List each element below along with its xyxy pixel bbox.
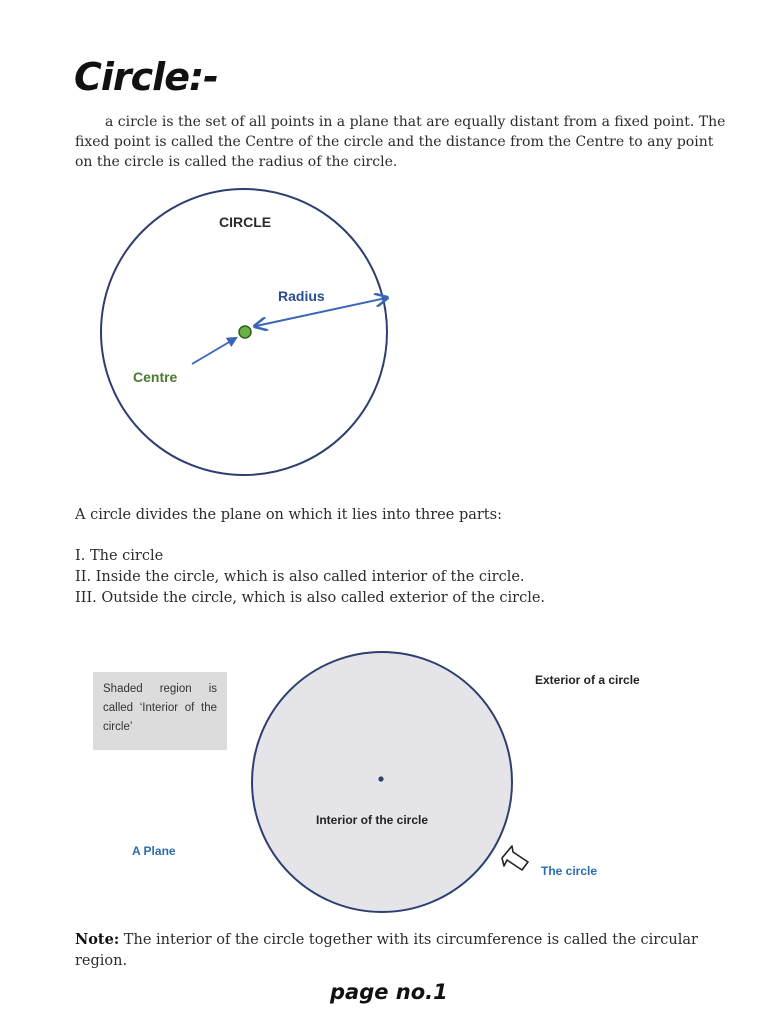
centre-pointer-arrow xyxy=(192,338,236,364)
interior-exterior-diagram xyxy=(0,640,768,920)
the-circle-label: The circle xyxy=(541,864,598,878)
parts-list xyxy=(75,546,545,609)
shaded-region-note: Shaded region is called ‘Interior of the circle’ xyxy=(93,672,227,750)
page-title: Circle:- xyxy=(74,55,218,99)
circle-label: CIRCLE xyxy=(219,214,272,230)
note-label: Note: xyxy=(75,931,120,948)
hollow-arrow-icon xyxy=(502,846,528,870)
page-number: page no.1 xyxy=(330,980,448,1004)
interior-label: Interior of the circle xyxy=(316,813,429,827)
list-item: II. Inside the circle, which is also called interior of the circle. xyxy=(75,569,525,585)
circle-radius-diagram xyxy=(0,180,768,480)
interior-exterior-svg xyxy=(0,640,768,920)
circle-radius-svg xyxy=(0,180,768,480)
note-text: The interior of the circle together with its circumference is called the circular region. xyxy=(75,932,698,969)
centre-dot xyxy=(239,326,251,338)
parts-lead: A circle divides the plane on which it lies into three parts: xyxy=(75,507,502,523)
intro-paragraph: a circle is the set of all points in a plane that are equally distant from a fixed point. The fixed point is called the Centre of the circle and the distance from the Centre to any point on the circle is called the radius of the circle. xyxy=(75,114,726,170)
radius-label: Radius xyxy=(278,288,325,304)
exterior-label: Exterior of a circle xyxy=(535,673,640,687)
list-item: III. Outside the circle, which is also called exterior of the circle. xyxy=(75,590,546,606)
note-paragraph xyxy=(75,929,735,972)
interior-circle xyxy=(252,652,512,912)
plane-label: A Plane xyxy=(132,844,176,858)
list-item: I. The circle xyxy=(75,548,164,564)
center-point xyxy=(378,776,383,781)
centre-label: Centre xyxy=(133,369,178,385)
